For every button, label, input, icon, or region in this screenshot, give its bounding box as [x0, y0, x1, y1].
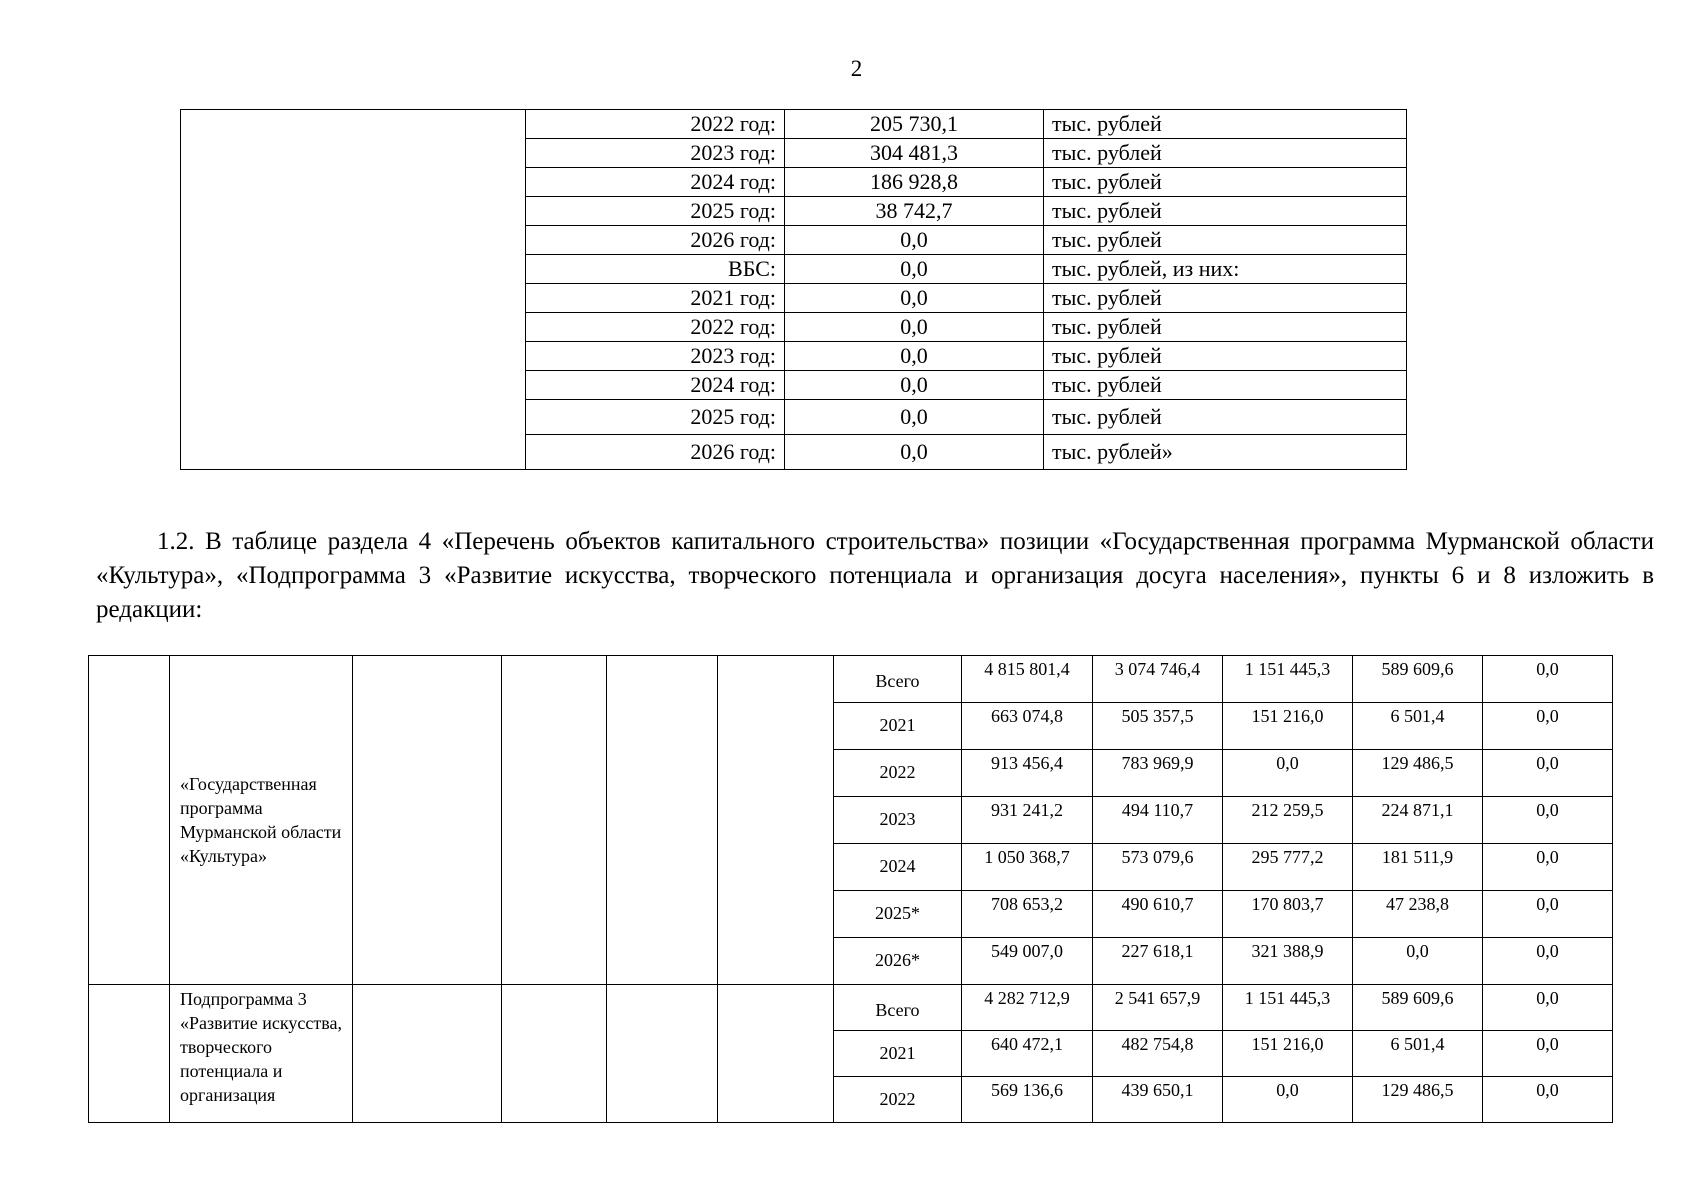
funding-value: 0,0 — [785, 255, 1044, 284]
objects-value-cell: 573 079,6 — [1093, 844, 1223, 891]
funding-unit: тыс. рублей — [1044, 226, 1407, 255]
objects-year-cell: 2021 — [834, 703, 962, 750]
objects-value-cell: 151 216,0 — [1223, 1031, 1353, 1077]
objects-year-cell: 2021 — [834, 1031, 962, 1077]
objects-empty-cell — [502, 985, 607, 1123]
funding-table — [180, 109, 1407, 470]
objects-year-cell: 2022 — [834, 750, 962, 797]
funding-year-label: 2026 год: — [526, 435, 785, 470]
funding-year-label: 2022 год: — [526, 313, 785, 342]
funding-year-label: 2023 год: — [526, 139, 785, 168]
funding-year-label: 2026 год: — [526, 226, 785, 255]
objects-value-cell: 181 511,9 — [1353, 844, 1483, 891]
funding-year-label: 2025 год: — [526, 197, 785, 226]
objects-value-cell: 913 456,4 — [962, 750, 1093, 797]
funding-year-label: 2024 год: — [526, 371, 785, 400]
objects-value-cell: 227 618,1 — [1093, 938, 1223, 985]
objects-value-cell: 6 501,4 — [1353, 1031, 1483, 1077]
objects-year-cell: 2025* — [834, 891, 962, 938]
objects-value-cell: 505 357,5 — [1093, 703, 1223, 750]
objects-empty-cell — [502, 656, 607, 985]
funding-year-label: 2023 год: — [526, 342, 785, 371]
objects-value-cell: 0,0 — [1483, 985, 1613, 1031]
page-number: 2 — [850, 56, 863, 81]
funding-unit: тыс. рублей — [1044, 284, 1407, 313]
objects-value-cell: 4 815 801,4 — [962, 656, 1093, 703]
objects-value-cell: 0,0 — [1483, 797, 1613, 844]
objects-value-cell: 549 007,0 — [962, 938, 1093, 985]
objects-name-cell: «Государственная программа Мурманской области «Культура» — [170, 656, 353, 985]
objects-value-cell: 640 472,1 — [962, 1031, 1093, 1077]
objects-value-cell: 589 609,6 — [1353, 656, 1483, 703]
objects-value-cell: 708 653,2 — [962, 891, 1093, 938]
funding-row — [181, 110, 1407, 139]
objects-name-cell: Подпрограмма 3 «Развитие искусства, творческого потенциала и организация — [170, 985, 353, 1123]
funding-unit: тыс. рублей — [1044, 168, 1407, 197]
objects-value-cell: 47 238,8 — [1353, 891, 1483, 938]
objects-value-cell: 170 803,7 — [1223, 891, 1353, 938]
objects-value-cell: 3 074 746,4 — [1093, 656, 1223, 703]
funding-value: 0,0 — [785, 371, 1044, 400]
objects-empty-cell — [353, 985, 502, 1123]
objects-value-cell: 0,0 — [1483, 1077, 1613, 1123]
objects-value-cell: 6 501,4 — [1353, 703, 1483, 750]
funding-value: 0,0 — [785, 284, 1044, 313]
funding-unit: тыс. рублей» — [1044, 435, 1407, 470]
objects-row — [89, 656, 1613, 703]
funding-unit: тыс. рублей — [1044, 342, 1407, 371]
funding-unit: тыс. рублей — [1044, 313, 1407, 342]
objects-year-cell: 2023 — [834, 797, 962, 844]
objects-empty-cell — [607, 656, 718, 985]
funding-value: 304 481,3 — [785, 139, 1044, 168]
funding-unit: тыс. рублей, из них: — [1044, 255, 1407, 284]
objects-value-cell: 321 388,9 — [1223, 938, 1353, 985]
objects-value-cell: 482 754,8 — [1093, 1031, 1223, 1077]
objects-value-cell: 224 871,1 — [1353, 797, 1483, 844]
objects-value-cell: 295 777,2 — [1223, 844, 1353, 891]
objects-value-cell: 490 610,7 — [1093, 891, 1223, 938]
objects-year-cell: Всего — [834, 985, 962, 1031]
objects-empty-cell — [718, 656, 834, 985]
objects-value-cell: 663 074,8 — [962, 703, 1093, 750]
objects-value-cell: 0,0 — [1483, 1031, 1613, 1077]
funding-value: 0,0 — [785, 435, 1044, 470]
funding-value: 38 742,7 — [785, 197, 1044, 226]
funding-unit: тыс. рублей — [1044, 139, 1407, 168]
objects-value-cell: 129 486,5 — [1353, 1077, 1483, 1123]
objects-value-cell: 0,0 — [1223, 1077, 1353, 1123]
funding-year-label: 2021 год: — [526, 284, 785, 313]
objects-value-cell: 589 609,6 — [1353, 985, 1483, 1031]
objects-value-cell: 1 050 368,7 — [962, 844, 1093, 891]
capital-objects-table — [88, 655, 1613, 1123]
objects-num-cell — [89, 656, 170, 985]
objects-value-cell: 151 216,0 — [1223, 703, 1353, 750]
funding-unit: тыс. рублей — [1044, 400, 1407, 435]
objects-year-cell: 2026* — [834, 938, 962, 985]
objects-value-cell: 129 486,5 — [1353, 750, 1483, 797]
objects-empty-cell — [353, 656, 502, 985]
funding-blank-cell — [181, 110, 526, 470]
funding-unit: тыс. рублей — [1044, 197, 1407, 226]
amendment-paragraph: 1.2. В таблице раздела 4 «Перечень объектов капитального строительства» позиции «Государственная программа Мурманской области «Культура», «Подпрограмма 3 «Развитие искусства, творческого потенциала и организация досуга населения», пункты 6 и 8 изложить в редакции: — [96, 528, 1654, 623]
objects-value-cell: 0,0 — [1483, 891, 1613, 938]
objects-value-cell: 439 650,1 — [1093, 1077, 1223, 1123]
objects-empty-cell — [718, 985, 834, 1123]
objects-value-cell: 783 969,9 — [1093, 750, 1223, 797]
objects-value-cell: 0,0 — [1483, 703, 1613, 750]
objects-value-cell: 4 282 712,9 — [962, 985, 1093, 1031]
funding-unit: тыс. рублей — [1044, 110, 1407, 139]
objects-value-cell: 0,0 — [1353, 938, 1483, 985]
objects-value-cell: 0,0 — [1483, 750, 1613, 797]
objects-value-cell: 0,0 — [1483, 656, 1613, 703]
funding-year-label: 2022 год: — [526, 110, 785, 139]
funding-year-label: 2025 год: — [526, 400, 785, 435]
objects-value-cell: 0,0 — [1223, 750, 1353, 797]
funding-year-label: ВБС: — [526, 255, 785, 284]
objects-year-cell: 2022 — [834, 1077, 962, 1123]
funding-value: 0,0 — [785, 400, 1044, 435]
objects-empty-cell — [607, 985, 718, 1123]
funding-value: 0,0 — [785, 342, 1044, 371]
funding-value: 205 730,1 — [785, 110, 1044, 139]
objects-value-cell: 2 541 657,9 — [1093, 985, 1223, 1031]
objects-value-cell: 0,0 — [1483, 938, 1613, 985]
objects-num-cell — [89, 985, 170, 1123]
objects-value-cell: 212 259,5 — [1223, 797, 1353, 844]
funding-year-label: 2024 год: — [526, 168, 785, 197]
funding-value: 0,0 — [785, 313, 1044, 342]
objects-row — [89, 985, 1613, 1031]
funding-unit: тыс. рублей — [1044, 371, 1407, 400]
objects-value-cell: 0,0 — [1483, 844, 1613, 891]
objects-year-cell: 2024 — [834, 844, 962, 891]
objects-value-cell: 494 110,7 — [1093, 797, 1223, 844]
objects-value-cell: 569 136,6 — [962, 1077, 1093, 1123]
objects-value-cell: 931 241,2 — [962, 797, 1093, 844]
funding-value: 186 928,8 — [785, 168, 1044, 197]
objects-value-cell: 1 151 445,3 — [1223, 656, 1353, 703]
objects-value-cell: 1 151 445,3 — [1223, 985, 1353, 1031]
funding-value: 0,0 — [785, 226, 1044, 255]
objects-year-cell: Всего — [834, 656, 962, 703]
